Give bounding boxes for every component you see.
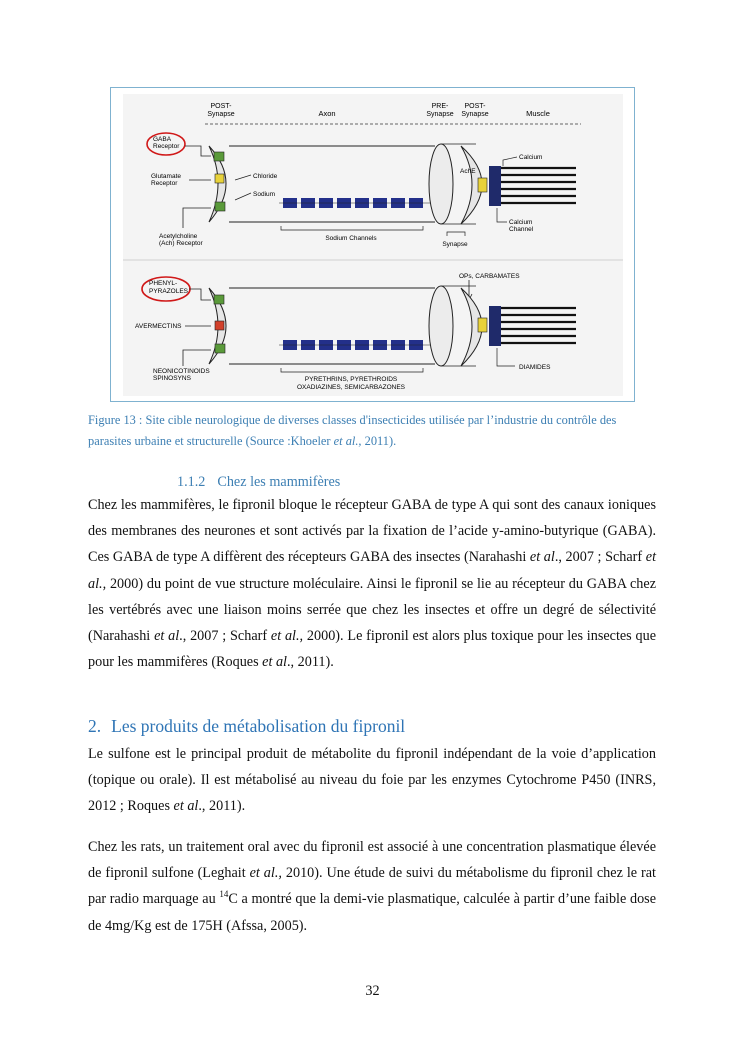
label-sodium: Sodium — [253, 191, 276, 198]
paragraph-sulfone: Le sulfone est le principal produit de métabolite du fipronil indépendant de la voie d’application (topique ou orale). Il est métabolisé au niveau du foie par les enzymes Cytochrome P450 (INRS, 2012 ; Roques et al., 2011). — [88, 746, 656, 815]
label-ops-carbamates: OPs, CARBAMATES — [459, 273, 520, 280]
ryanodine-block — [489, 306, 501, 346]
label-neonicotinoids: NEONICOTINOIDS SPINOSYNS — [153, 368, 210, 382]
section-title: Les produits de métabolisation du fipronil — [111, 716, 406, 736]
label-phenylpyrazoles: PHENYL-PYRAZOLES — [149, 280, 189, 295]
label-glutamate-receptor: Glutamate Receptor — [151, 173, 181, 187]
nicotinic-site-square — [215, 344, 225, 353]
label-pyrethrins: PYRETHRINS, PYRETHROIDS OXADIAZINES, SEMICARBAZONES — [297, 376, 405, 391]
label-ache: AchE — [460, 168, 476, 175]
gaba-site-square — [214, 295, 224, 304]
section-heading-2 — [88, 716, 405, 737]
label-avermectins: AVERMECTINS — [135, 323, 182, 330]
header-post-synapse-2: POST-Synapse — [461, 103, 489, 118]
pre-synapse-terminal-bottom — [429, 286, 453, 366]
label-gaba-receptor: GABA Receptor — [153, 136, 180, 150]
header-muscle: Muscle — [526, 109, 550, 118]
avermectin-site-square — [215, 321, 224, 330]
paragraph-rats: Chez les rats, un traitement oral avec du fipronil est associé à une concentration plasmatique élevée de fipronil sulfone (Leghait et al., 2010). Une étude de suivi du métabolisme du fipronil chez le rat par radio marquage au $^{14}$C a montré que la demi-vie plasmatique, calculée à partir d’une faible dose de 4mg/Kg est de 175H (Afssa, 2005). — [88, 839, 656, 934]
label-calcium-channel: Calcium Channel — [509, 219, 534, 233]
header-pre-synapse: PRE-Synapse — [426, 103, 454, 118]
insecticide-target-diagram — [111, 88, 634, 401]
page-number: 32 — [365, 983, 380, 999]
ache-site-bottom — [478, 318, 487, 332]
gaba-receptor-square — [214, 152, 224, 161]
paragraph-mammals: Chez les mammifères, le fipronil bloque le récepteur GABA de type A qui sont des canaux ioniques des membranes des neurones et sont activés par la fixation de l’acide y-amino-butyrique (GABA). Ces GABA de type A diffèrent des récepteurs GABA des insectes (Narahashi et al., 2007 ; Scharf et al., 2000) du point de vue structure moléculaire. Ainsi le fipronil se lie au récepteur du GABA chez les vertébrés avec une liaison moins serrée que chez les insectes et offre un degré de sélectivité (Narahashi et al., 2007 ; Scharf et al., 2000). Le fipronil est alors plus toxique pour les insectes que pour les mammifères (Roques et al., 2011). — [88, 497, 657, 671]
label-chloride: Chloride — [253, 173, 278, 180]
ache-receptor — [478, 178, 487, 192]
header-axon: Axon — [318, 109, 336, 118]
figure-13 — [110, 87, 635, 402]
header-post-synapse: POST-Synapse — [207, 103, 235, 118]
label-sodium-channels: Sodium Channels — [325, 235, 377, 242]
section-title: Chez les mammifères — [217, 474, 341, 490]
label-calcium: Calcium — [519, 154, 543, 161]
figure-caption: Figure 13 : Site cible neurologique de diverses classes d'insecticides utilisée par l’industrie du contrôle des parasites urbaine et structurelle (Source :Khoeler et al., 2011). — [88, 413, 617, 448]
calcium-channel-block — [489, 166, 501, 206]
section-number: 1.1.2 — [177, 474, 206, 490]
label-diamides: DIAMIDES — [519, 364, 551, 371]
ach-receptor-square — [215, 202, 225, 211]
section-number: 2. — [88, 716, 102, 736]
pre-synapse-terminal — [429, 144, 453, 224]
glutamate-receptor-square — [215, 174, 224, 183]
section-heading-1-1-2 — [177, 474, 340, 491]
label-ach-receptor: Acetylcholine (Ach) Receptor — [159, 233, 203, 247]
label-synapse: Synapse — [442, 241, 468, 248]
